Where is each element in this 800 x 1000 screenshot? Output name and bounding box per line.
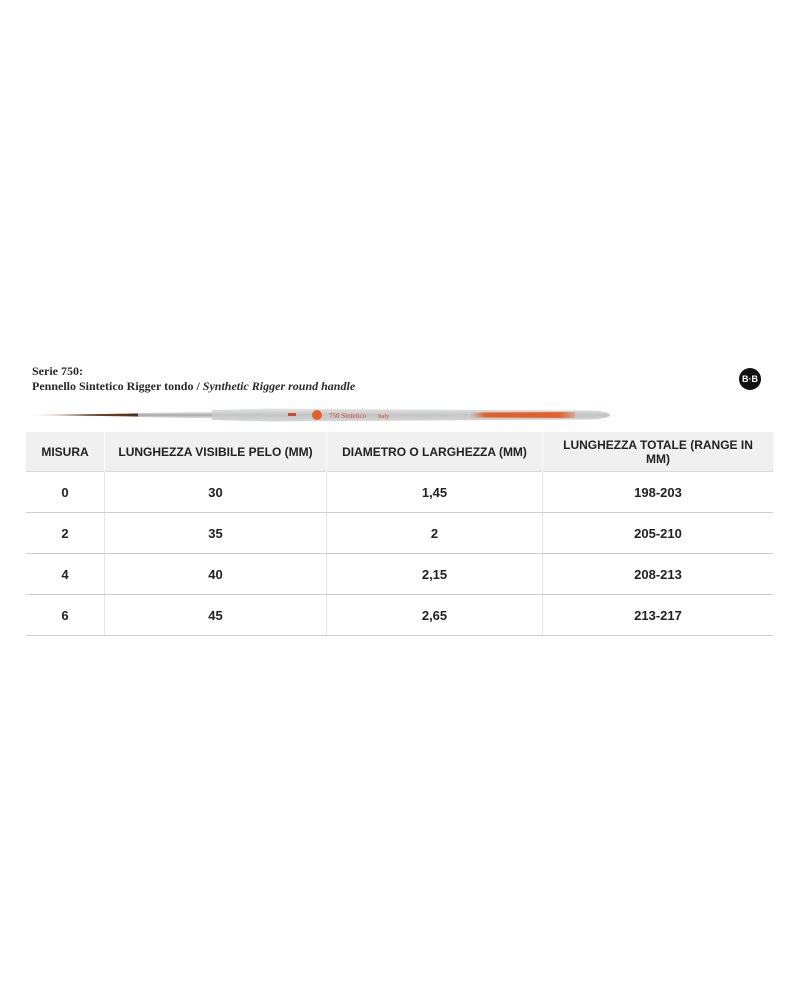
subtitle-italian: Pennello Sintetico Rigger tondo — [32, 379, 194, 393]
column-header-lunghezza-totale: LUNGHEZZA TOTALE (RANGE IN MM) — [543, 432, 774, 472]
brush-red-mark — [288, 413, 296, 416]
cell-misura: 4 — [26, 554, 105, 595]
cell-diametro: 2,15 — [327, 554, 543, 595]
brush-hair — [30, 413, 140, 416]
cell-lunghezza-totale: 208-213 — [543, 554, 774, 595]
column-header-diametro: DIAMETRO O LARGHEZZA (MM) — [327, 432, 543, 472]
table-row — [26, 513, 773, 554]
cell-lunghezza-pelo: 40 — [105, 554, 327, 595]
series-title: Serie 750: — [32, 364, 83, 378]
subtitle-separator: / — [193, 379, 203, 393]
cell-misura: 0 — [26, 472, 105, 513]
table-row — [26, 472, 773, 513]
cell-diametro: 1,45 — [327, 472, 543, 513]
cell-lunghezza-pelo: 30 — [105, 472, 327, 513]
cell-lunghezza-totale: 213-217 — [543, 595, 774, 636]
table-row — [26, 554, 773, 595]
cell-diametro: 2 — [327, 513, 543, 554]
cell-lunghezza-totale: 205-210 — [543, 513, 774, 554]
column-header-misura: MISURA — [26, 432, 105, 472]
cell-lunghezza-pelo: 45 — [105, 595, 327, 636]
cell-misura: 2 — [26, 513, 105, 554]
brush-image — [30, 405, 612, 425]
product-subtitle — [32, 379, 772, 394]
cell-misura: 6 — [26, 595, 105, 636]
brush-handle-text: 750 Sintetico — [329, 412, 367, 420]
column-header-lunghezza-pelo: LUNGHEZZA VISIBILE PELO (MM) — [105, 432, 327, 472]
table-row — [26, 595, 773, 636]
cell-lunghezza-pelo: 35 — [105, 513, 327, 554]
subtitle-english: Synthetic Rigger round handle — [202, 379, 356, 393]
product-header — [32, 364, 772, 394]
brand-logo: B·B — [739, 368, 761, 390]
size-spec-table — [26, 432, 773, 636]
cell-lunghezza-totale: 198-203 — [543, 472, 774, 513]
table-header-row — [26, 432, 773, 472]
cell-diametro: 2,65 — [327, 595, 543, 636]
brush-accent-band — [470, 412, 575, 418]
brush-origin-text: Italy — [378, 414, 389, 420]
brush-ferrule — [138, 412, 212, 419]
brush-emblem — [312, 410, 322, 420]
